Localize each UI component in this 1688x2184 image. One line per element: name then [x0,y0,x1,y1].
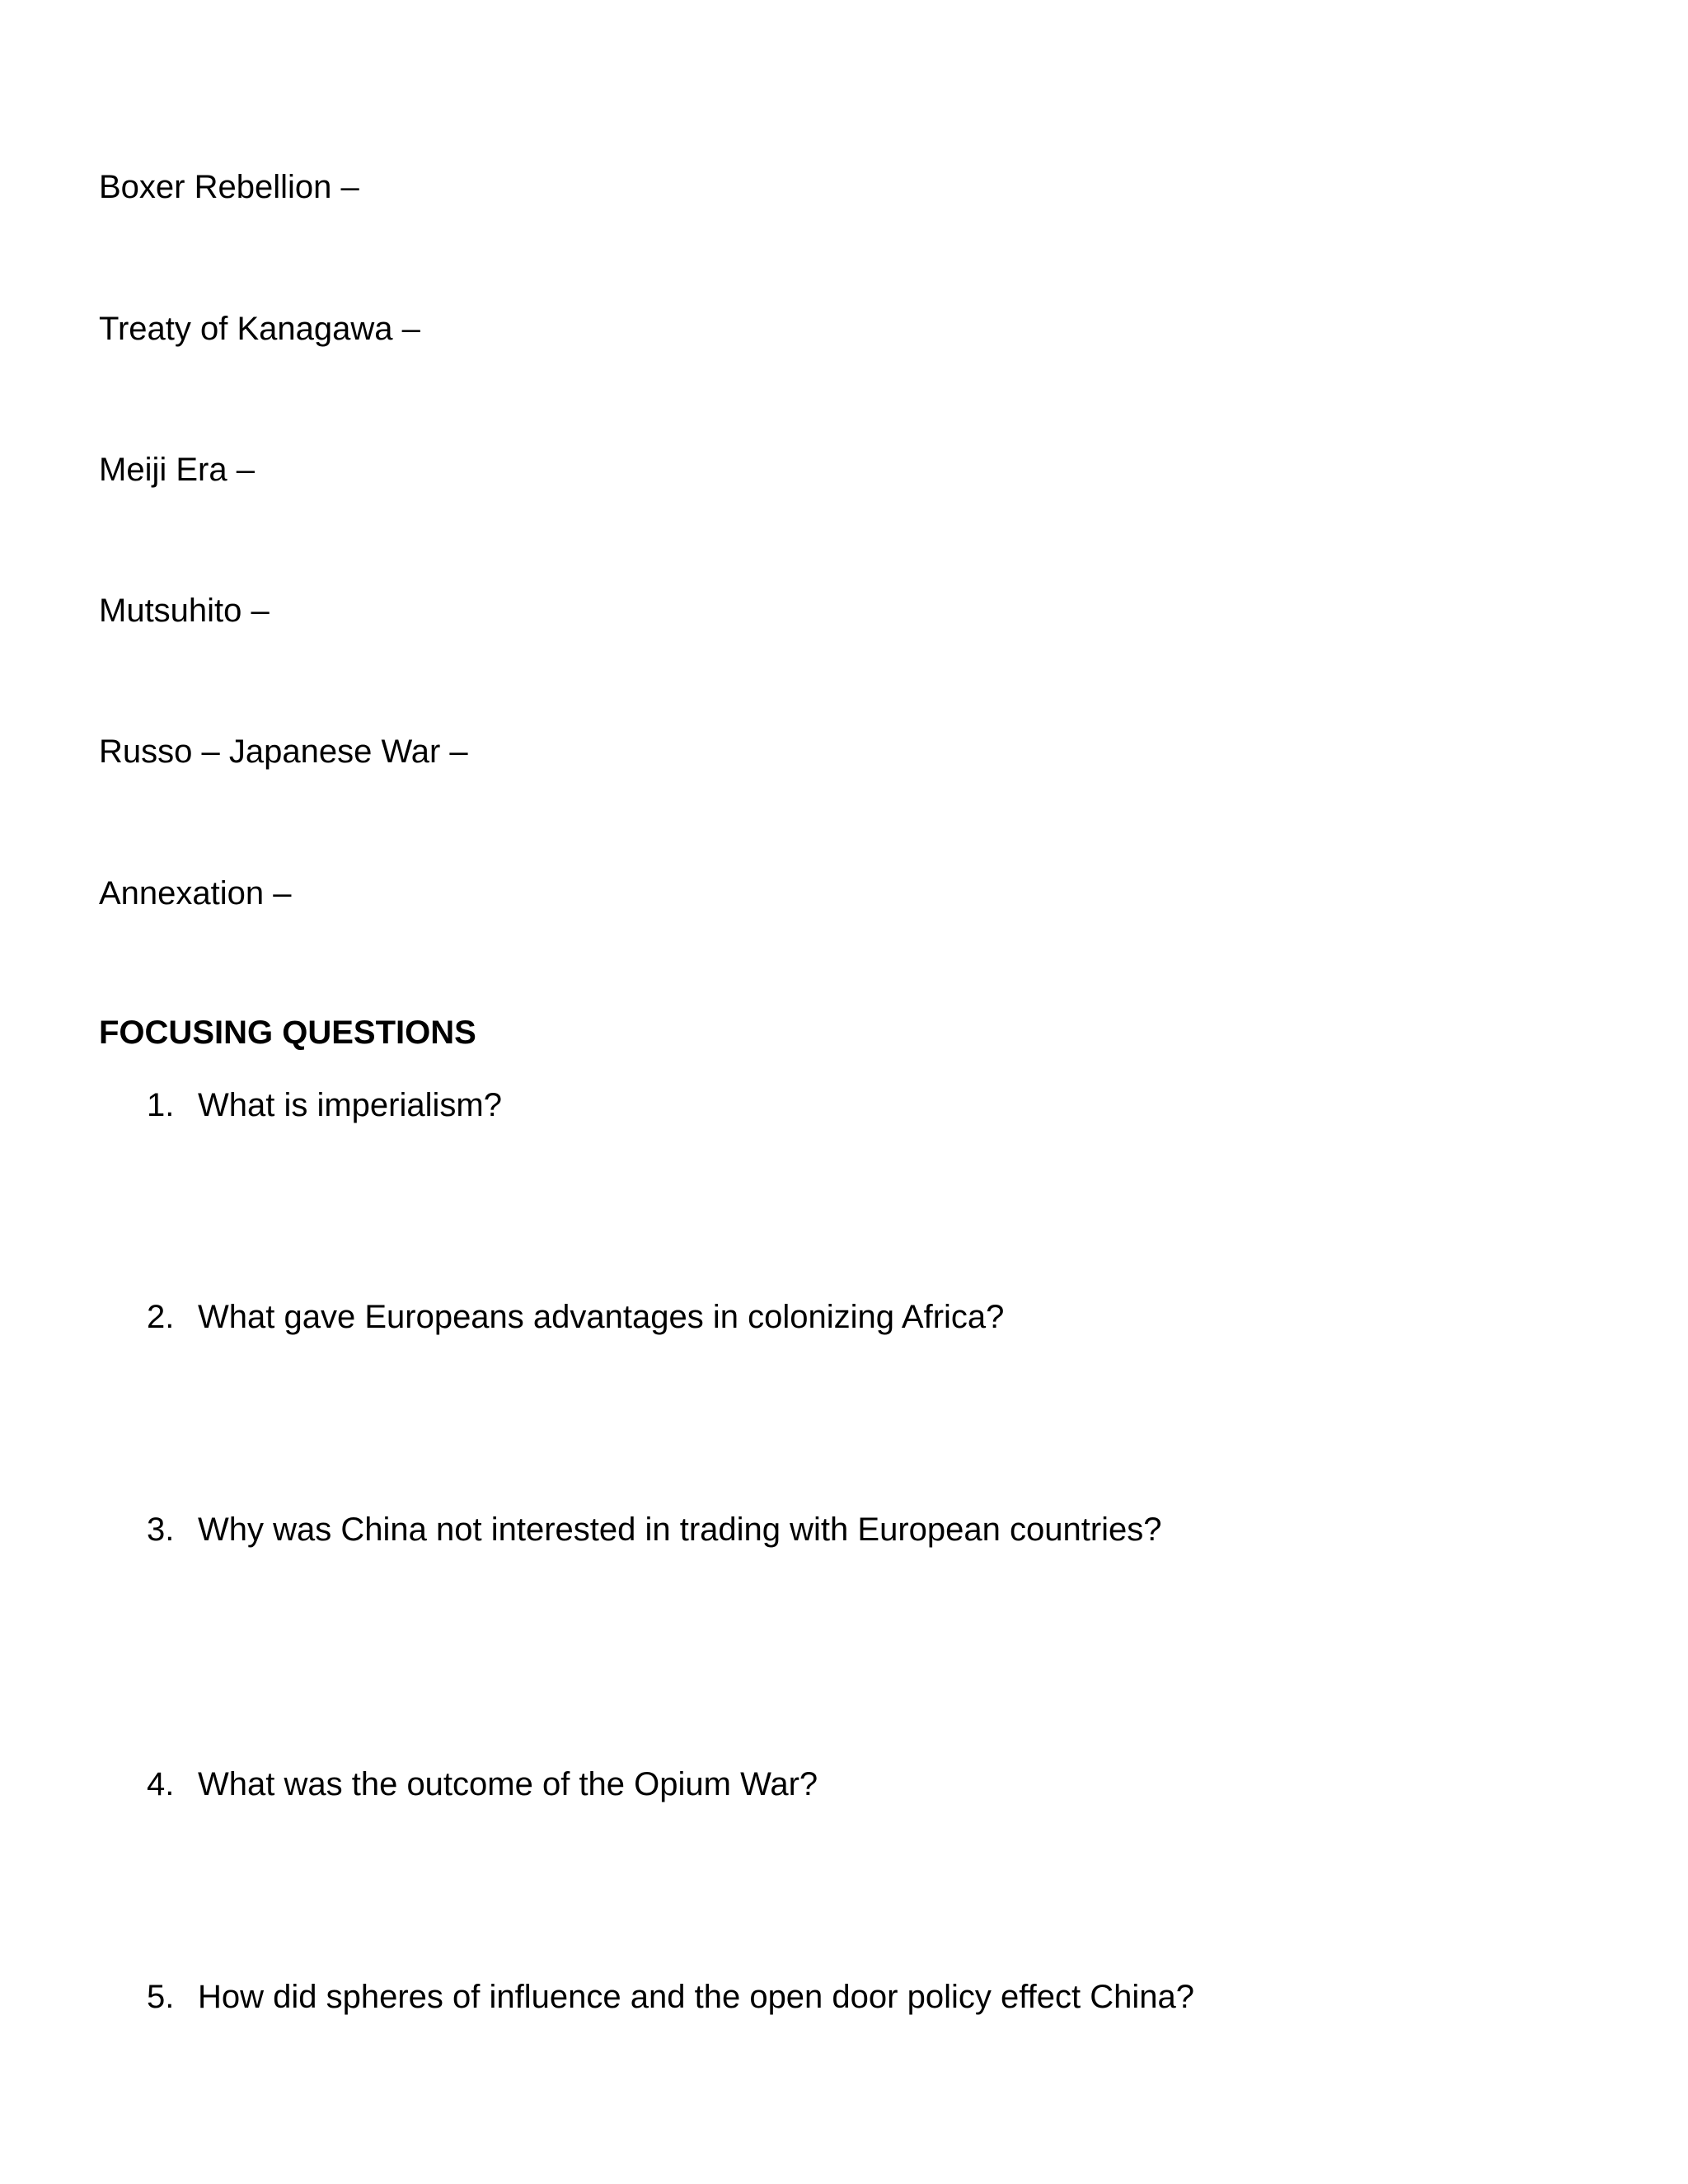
question-number: 4. [147,1766,175,1802]
question-text: How did spheres of influence and the open door policy effect China? [198,1979,1194,2015]
term-mutsuhito: Mutsuhito – [99,593,270,629]
question-text: Why was China not interested in trading with European countries? [198,1511,1162,1548]
question-text: What is imperialism? [198,1087,502,1123]
term-boxer-rebellion: Boxer Rebellion – [99,169,359,205]
term-meiji-era: Meiji Era – [99,452,255,488]
question-number: 2. [147,1299,175,1335]
question-item [147,1510,1162,1549]
question-number: 5. [147,1979,175,2015]
question-text: What was the outcome of the Opium War? [198,1766,818,1802]
question-item [147,1085,502,1125]
question-number: 1. [147,1087,175,1123]
question-item [147,1765,818,1804]
term-annexation: Annexation – [99,875,292,912]
focusing-questions-heading: FOCUSING QUESTIONS [99,1015,476,1051]
question-text: What gave Europeans advantages in colonizing Africa? [198,1299,1005,1335]
term-treaty-of-kanagawa: Treaty of Kanagawa – [99,311,420,347]
question-item [147,1297,1004,1337]
question-number: 3. [147,1511,175,1548]
question-item [147,1977,1194,2017]
term-russo-japanese-war: Russo – Japanese War – [99,733,468,770]
